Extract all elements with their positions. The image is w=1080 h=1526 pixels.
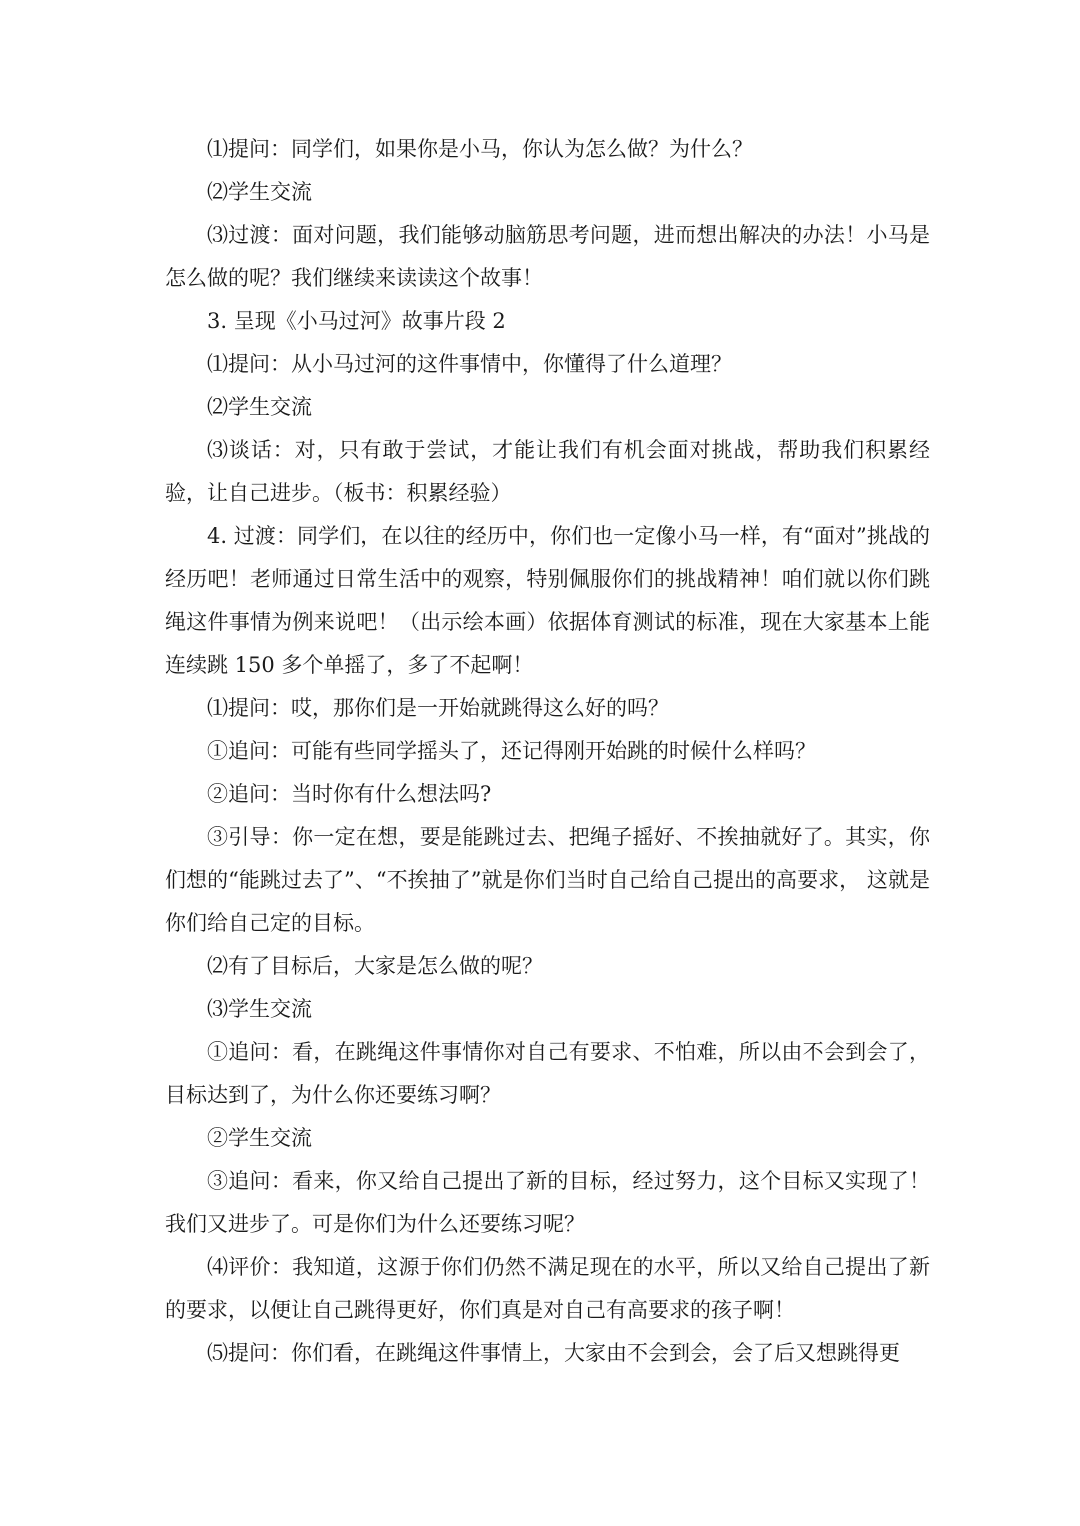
- paragraph-goal-question: ⑵有了目标后，大家是怎么做的呢？: [207, 954, 543, 978]
- paragraph-question-3: ⑴提问：哎，那你们是一开始就跳得这么好的吗？: [207, 696, 669, 720]
- paragraph-follow-up-3: ①追问：看，在跳绳这件事情你对自己有要求、不怕难，所以由不会到会了， 目标达到了，为什么你还要练习啊？: [165, 1040, 930, 1107]
- document-body: [165, 128, 930, 1375]
- paragraph-guide: ③引导：你一定在想，要是能跳过去、把绳子摇好、不挨抽就好了。其实，你们想的“能跳过去了”、“不挨抽了”就是你们当时自己给自己提出的高要求， 这就是你们给自己定的目标。: [165, 825, 930, 935]
- paragraph-student-exchange-1: ⑵学生交流: [207, 180, 312, 204]
- paragraph-follow-up-4: ③追问：看来，你又给自己提出了新的目标，经过努力，这个目标又实现了！ 我们又进步了。可是你们为什么还要练习呢？: [165, 1169, 930, 1236]
- paragraph-student-exchange-3: ⑶学生交流: [207, 997, 312, 1021]
- paragraph-question-1: ⑴提问：同学们，如果你是小马，你认为怎么做？为什么？: [207, 137, 753, 161]
- section-heading-4: 4. 过渡：同学们，在以往的经历中，你们也一定像小马一样，有“面对”挑战的经历吧！老师通过日常生活中的观察，特别佩服你们的挑战精神！咱们就以你们跳绳这件事情为例来说吧！（出示绘本画）依据体育测试的标准，现在大家基本上能连续跳 150 多个单摇了，多了不起啊！: [165, 524, 930, 677]
- paragraph-student-exchange-4: ②学生交流: [207, 1126, 312, 1150]
- section-heading-3: 3. 呈现《小马过河》故事片段 2: [207, 309, 506, 333]
- paragraph-transition-1: ⑶过渡：面对问题，我们能够动脑筋思考问题，进而想出解决的办法！小马是怎么做的呢？我们继续来读读这个故事！: [165, 223, 930, 290]
- paragraph-follow-up-1: ①追问：可能有些同学摇头了，还记得刚开始跳的时候什么样吗？: [207, 739, 816, 763]
- paragraph-talk: ⑶谈话：对，只有敢于尝试，才能让我们有机会面对挑战，帮助我们积累经验，让自己进步。（板书：积累经验）: [165, 438, 930, 505]
- paragraph-evaluation: ⑷评价：我知道，这源于你们仍然不满足现在的水平，所以又给自己提出了新的要求，以便让自己跳得更好，你们真是对自己有高要求的孩子啊！: [165, 1255, 930, 1322]
- paragraph-question-4: ⑸提问：你们看，在跳绳这件事情上，大家由不会到会，会了后又想跳得更: [207, 1341, 900, 1365]
- paragraph-follow-up-2: ②追问：当时你有什么想法吗?: [207, 782, 492, 806]
- paragraph-student-exchange-2: ⑵学生交流: [207, 395, 312, 419]
- paragraph-question-2: ⑴提问：从小马过河的这件事情中，你懂得了什么道理？: [207, 352, 732, 376]
